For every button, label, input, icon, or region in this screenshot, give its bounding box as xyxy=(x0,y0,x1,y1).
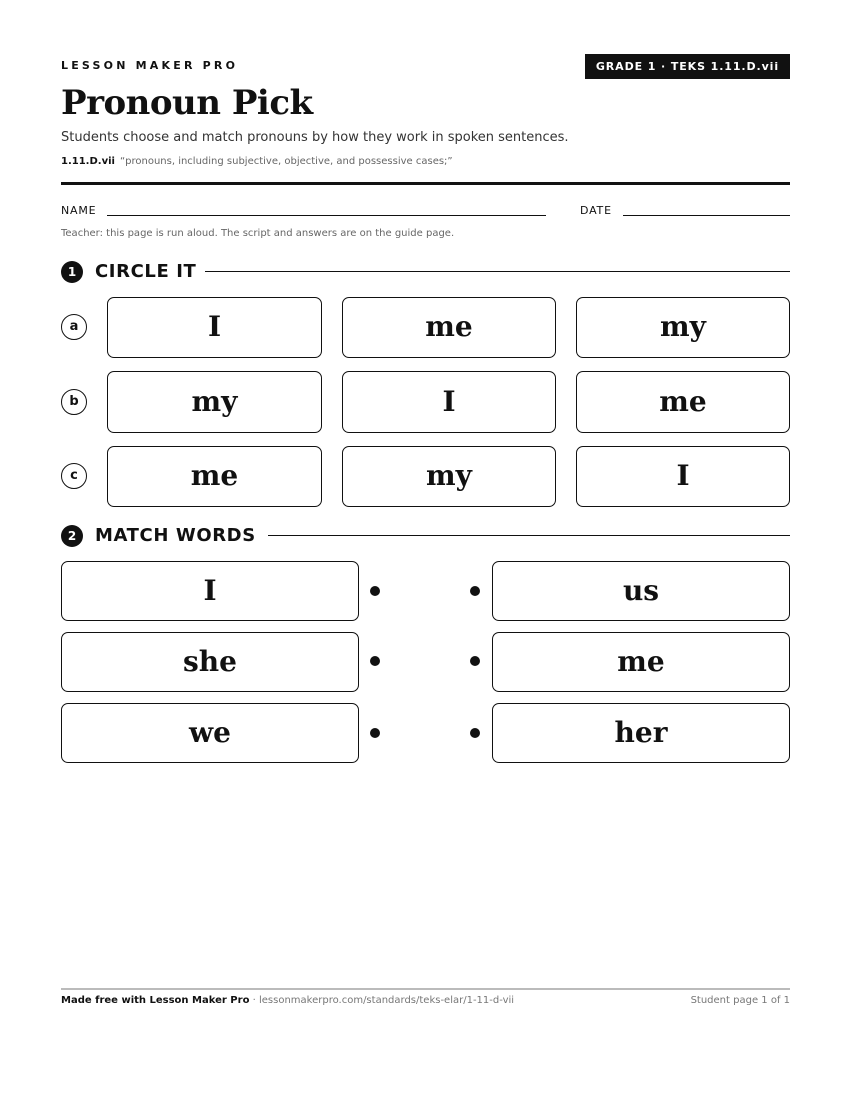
brand-name: LESSON MAKER PRO xyxy=(61,59,239,72)
match-dot-right[interactable] xyxy=(470,656,480,666)
worksheet-page xyxy=(61,0,790,1100)
standard-line xyxy=(61,156,453,167)
match-left-word[interactable]: we xyxy=(61,703,359,763)
word-choice[interactable]: I xyxy=(342,371,556,433)
word-choice[interactable]: my xyxy=(342,446,556,507)
section-title: CIRCLE IT xyxy=(95,261,197,282)
match-dot-left[interactable] xyxy=(370,586,380,596)
word-choice[interactable]: me xyxy=(342,297,556,358)
match-right-word[interactable]: me xyxy=(492,632,790,692)
section-title: MATCH WORDS xyxy=(95,525,256,546)
footer-url[interactable]: · lessonmakerpro.com/standards/teks-elar/1-11-d-vii xyxy=(249,995,515,1006)
page-title: Pronoun Pick xyxy=(61,83,313,123)
match-right-word[interactable]: us xyxy=(492,561,790,621)
section-rule xyxy=(268,535,790,536)
page-subtitle: Students choose and match pronouns by how they work in spoken sentences. xyxy=(61,130,569,145)
footer-divider xyxy=(61,988,790,990)
row-letter-a: a xyxy=(61,314,87,340)
word-choice[interactable]: I xyxy=(576,446,790,507)
section-match-words-header xyxy=(61,524,790,546)
footer-made-with: Made free with Lesson Maker Pro xyxy=(61,995,250,1006)
match-dot-left[interactable] xyxy=(370,728,380,738)
footer-credit xyxy=(61,995,514,1006)
section-circle-it-header xyxy=(61,260,790,282)
date-label: DATE xyxy=(580,204,612,217)
teacher-note: Teacher: this page is run aloud. The script and answers are on the guide page. xyxy=(61,228,455,239)
name-line[interactable] xyxy=(107,215,546,216)
word-choice[interactable]: my xyxy=(107,371,322,433)
match-left-word[interactable]: I xyxy=(61,561,359,621)
grade-badge: GRADE 1 · TEKS 1.11.D.vii xyxy=(585,54,790,79)
match-right-word[interactable]: her xyxy=(492,703,790,763)
footer-page-number: Student page 1 of 1 xyxy=(690,995,790,1006)
section-rule xyxy=(205,271,790,272)
standard-code: 1.11.D.vii xyxy=(61,156,115,167)
match-dot-left[interactable] xyxy=(370,656,380,666)
date-line[interactable] xyxy=(623,215,790,216)
row-letter-c: c xyxy=(61,463,87,489)
standard-text: “pronouns, including subjective, objective, and possessive cases;” xyxy=(119,156,453,167)
word-choice[interactable]: me xyxy=(107,446,322,507)
header-divider xyxy=(61,182,790,185)
word-choice[interactable]: my xyxy=(576,297,790,358)
name-label: NAME xyxy=(61,204,97,217)
word-choice[interactable]: I xyxy=(107,297,322,358)
section-number: 1 xyxy=(61,261,83,283)
match-dot-right[interactable] xyxy=(470,586,480,596)
word-choice[interactable]: me xyxy=(576,371,790,433)
match-left-word[interactable]: she xyxy=(61,632,359,692)
match-dot-right[interactable] xyxy=(470,728,480,738)
row-letter-b: b xyxy=(61,389,87,415)
section-number: 2 xyxy=(61,525,83,547)
